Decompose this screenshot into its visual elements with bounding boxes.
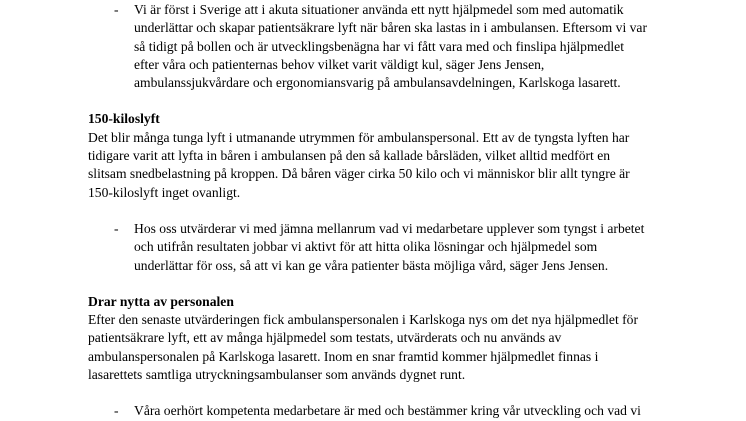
document-page — [88, 1, 728, 421]
bullet-dash: - — [114, 403, 119, 419]
paragraph-line: 150-kiloslyft inget ovanligt. — [88, 184, 241, 200]
quote-line: underlättar för oss, så att vi kan ge våra patienter bästa möjliga vård, säger Jens Jensen. — [134, 257, 609, 273]
quote-bullet-3 — [88, 402, 694, 420]
section-drar-nytta — [88, 293, 728, 384]
quote-bullet-2 — [88, 220, 694, 275]
section-heading: Drar nytta av personalen — [88, 293, 234, 309]
bullet-dash: - — [114, 2, 119, 17]
quote-line: Vi är först i Sverige att i akuta situationer använda ett nytt hjälpmedel som med automatik — [134, 2, 624, 17]
quote-line: underlättar och skapar patientsäkrare lyft när båren ska lastas in i ambulansen. Eftersom vi var — [134, 20, 647, 36]
quote-line: Våra oerhört kompetenta medarbetare är med och bestämmer kring vår utveckling och vad vi — [134, 403, 641, 419]
paragraph-line: patientsäkrare lyft, ett av många hjälpmedel som testats, utvärderats och nu används av — [88, 330, 562, 346]
quote-bullet-1 — [88, 1, 694, 92]
paragraph-line: slitsam snedbelastning på kroppen. Då båren väger cirka 50 kilo och vi människor blir allt tyngre är — [88, 166, 630, 182]
paragraph-line: Efter den senaste utvärderingen fick ambulanspersonalen i Karlskoga nys om det nya hjälpmedlet för — [88, 312, 638, 328]
quote-line: och utifrån resultaten jobbar vi aktivt för att hitta olika lösningar och hjälpmedel som — [134, 239, 598, 255]
paragraph-line: ambulanspersonalen på Karlskoga lasarett. Inom en snar framtid kommer hjälpmedlet finnas i — [88, 348, 599, 364]
quote-line: Hos oss utvärderar vi med jämna mellanrum vad vi medarbetare upplever som tyngst i arbetet — [134, 220, 645, 236]
quote-line: ambulanssjukvårdare och ergonomiansvarig på ambulansavdelningen, Karlskoga lasarett. — [134, 75, 621, 91]
section-150-kiloslyft — [88, 110, 728, 201]
quote-line: så tidigt på bollen och är utvecklingsbenägna har vi fått vara med och finslipa hjälpmedlet — [134, 38, 624, 54]
paragraph-line: Det blir många tunga lyft i utmanande utrymmen för ambulanspersonal. Ett av de tyngsta lyften har — [88, 129, 630, 145]
section-heading: 150-kiloslyft — [88, 111, 160, 127]
quote-line: efter våra och patienternas behov vilket varit väldigt kul, säger Jens Jensen, — [134, 56, 545, 72]
bullet-dash: - — [114, 220, 119, 236]
paragraph-line: tidigare varit att lyfta in båren i ambulansen på den så kallade bårsläden, vilket alltid medfört en — [88, 148, 611, 164]
paragraph-line: lasarettets samtliga utryckningsambulanser som används dygnet runt. — [88, 367, 466, 383]
